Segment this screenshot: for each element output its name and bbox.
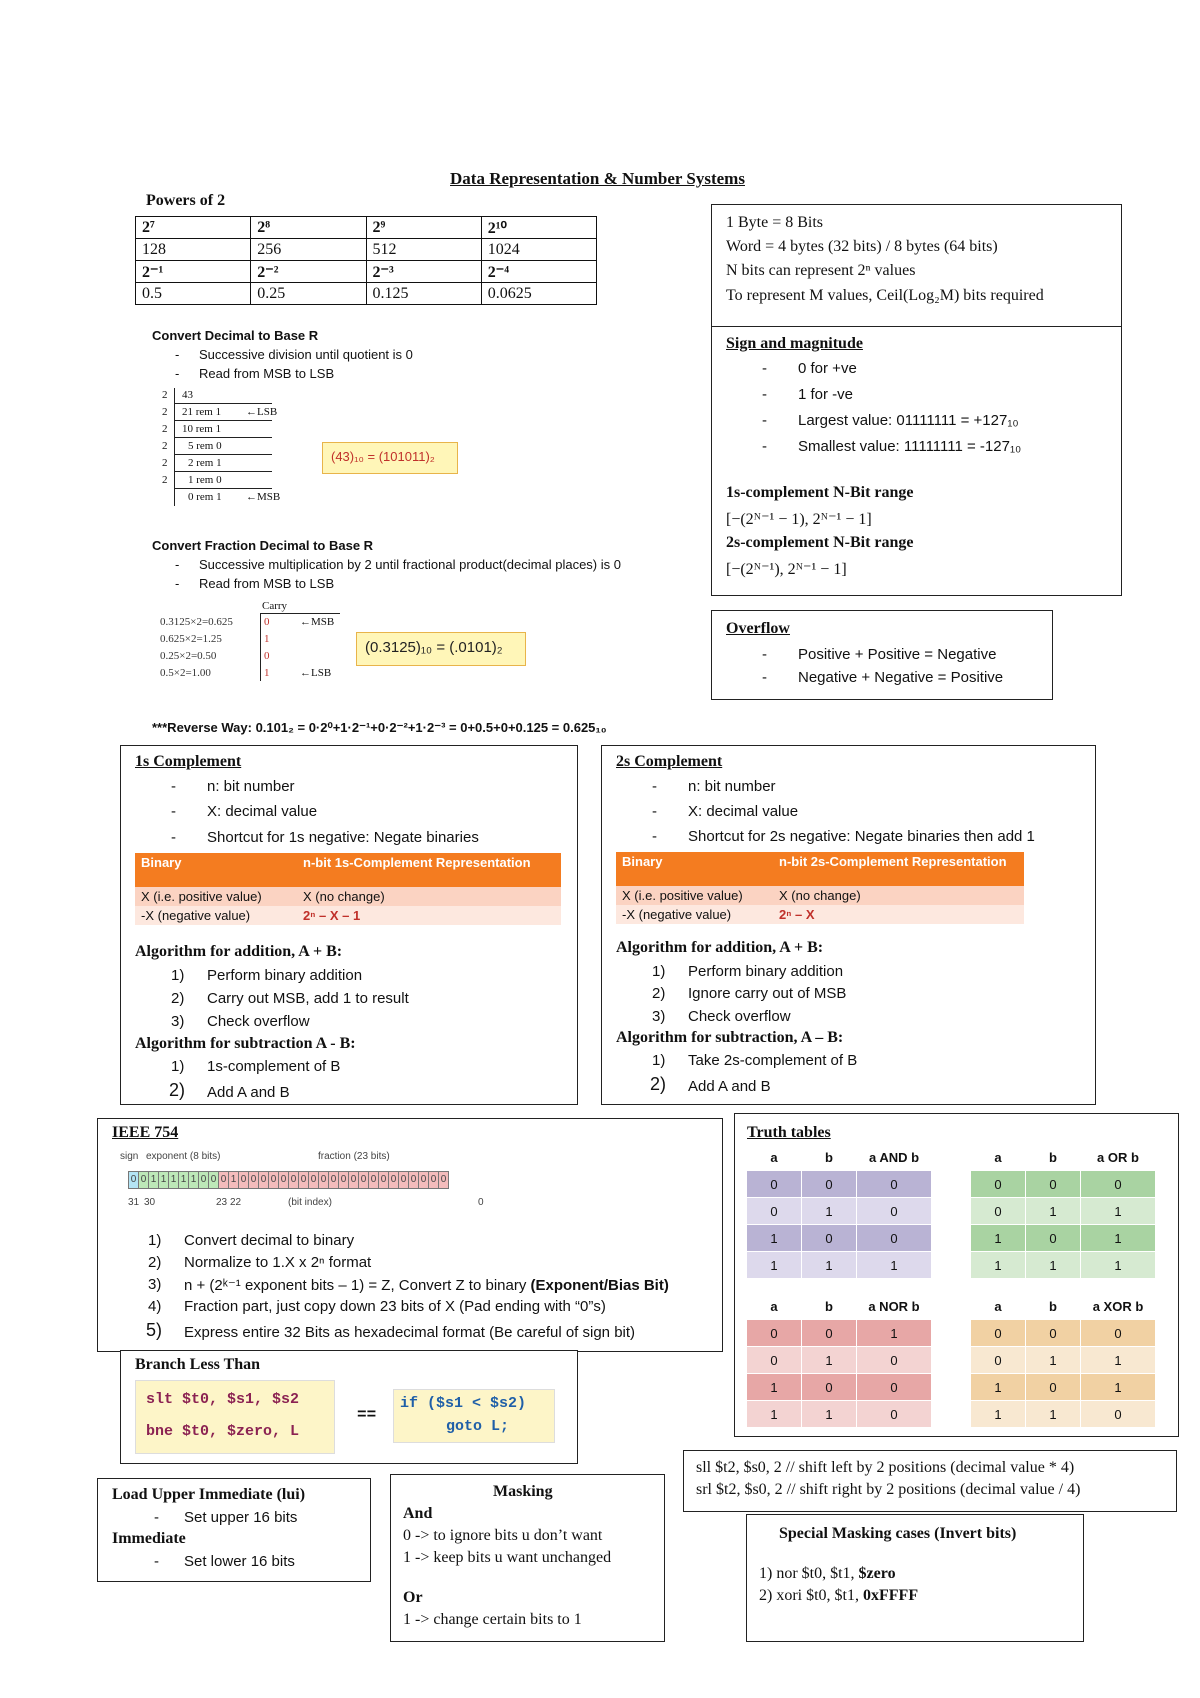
- bit-index: 23: [216, 1197, 228, 1208]
- step-text: n + (2ᵏ⁻¹ exponent bits – 1) = Z, Convert Z to binary: [184, 1277, 527, 1294]
- convert-decimal-item: - Read from MSB to LSB: [175, 366, 335, 381]
- lui-item: - Set upper 16 bits: [154, 1509, 298, 1526]
- td: 0: [971, 1320, 1026, 1347]
- step-num: 3): [652, 1008, 666, 1025]
- th: a OR b: [1081, 1144, 1156, 1171]
- th: a XOR b: [1081, 1293, 1156, 1320]
- fraction-bit: 0: [408, 1171, 419, 1189]
- convert-fraction-item: - Read from MSB to LSB: [175, 576, 335, 591]
- twos-sub-heading: Algorithm for subtraction, A – B:: [616, 1029, 844, 1046]
- exponent-bit: 0: [198, 1171, 209, 1189]
- td: 1: [1026, 1347, 1081, 1374]
- powers-row-4: [136, 283, 597, 305]
- step-num: 4): [148, 1298, 162, 1315]
- shift-line: sll $t2, $s0, 2 // shift left by 2 positions (decimal value * 4): [696, 1459, 1075, 1476]
- cell: 2⁸: [251, 217, 366, 239]
- td: 0: [1026, 1171, 1081, 1198]
- th: a: [747, 1144, 802, 1171]
- td: 1: [857, 1252, 932, 1279]
- cell: 2⁻⁴: [481, 261, 596, 283]
- cell: 2¹⁰: [481, 217, 596, 239]
- item-text: Shortcut for 1s negative: Negate binaries: [207, 829, 479, 846]
- frac-marker: ←MSB: [300, 616, 335, 628]
- item-text: Set lower 16 bits: [184, 1553, 295, 1570]
- page-title: Data Representation & Number Systems: [450, 169, 745, 188]
- special-heading: Special Masking cases (Invert bits): [779, 1525, 1017, 1542]
- item-text: Successive division until quotient is 0: [199, 347, 413, 362]
- step-text: 1s-complement of B: [207, 1058, 341, 1075]
- shift-line: srl $t2, $s0, 2 // shift right by 2 positions (decimal value / 4): [696, 1481, 1081, 1498]
- xor-table: [970, 1292, 1156, 1428]
- step-3-text: [184, 1276, 669, 1294]
- th: a AND b: [857, 1144, 932, 1171]
- fraction-bit: 0: [278, 1171, 289, 1189]
- code-bold: $zero: [858, 1565, 896, 1582]
- cell: 0.5: [136, 283, 251, 305]
- div-quotient: 5 rem 0: [188, 440, 222, 452]
- frac-carry: 0: [264, 616, 270, 628]
- cell: 2⁻³: [366, 261, 481, 283]
- convert-decimal-heading: Convert Decimal to Base R: [152, 328, 319, 343]
- td: 1: [802, 1198, 857, 1225]
- mask-or-line: 1 -> change certain bits to 1: [403, 1611, 582, 1628]
- td: 0: [857, 1171, 932, 1198]
- td: 0: [802, 1320, 857, 1347]
- branch-code-right: [393, 1389, 555, 1443]
- td: 1: [1081, 1225, 1156, 1252]
- td: 1: [1081, 1198, 1156, 1225]
- step-text: Add A and B: [688, 1078, 771, 1095]
- branch-heading: Branch Less Than: [135, 1356, 261, 1373]
- sign-label: sign: [120, 1151, 139, 1162]
- frac-carry: 1: [264, 667, 270, 679]
- fraction-bit: 0: [258, 1171, 269, 1189]
- exponent-bit: 1: [158, 1171, 169, 1189]
- branch-code-left: [135, 1380, 335, 1454]
- td: 0: [802, 1374, 857, 1401]
- step-num: 2): [148, 1254, 162, 1271]
- td: 1: [747, 1401, 802, 1428]
- ones-range: [−(2ᴺ⁻¹ − 1), 2ᴺ⁻¹ − 1]: [726, 511, 872, 528]
- convert-decimal-item: - Successive division until quotient is 0: [175, 347, 413, 362]
- masking-heading: Masking: [493, 1483, 553, 1500]
- div-quotient: 0 rem 1: [188, 491, 222, 503]
- decimal-result: (43)₁₀ = (101011)₂: [322, 442, 458, 474]
- step-text: Check overflow: [688, 1008, 791, 1025]
- sign-item-text: 0 for +ve: [798, 360, 857, 377]
- div-quotient: 43: [182, 389, 193, 401]
- ones-heading: 1s Complement: [135, 753, 242, 770]
- step-num: 1): [652, 1052, 666, 1069]
- ieee-box: [97, 1118, 723, 1352]
- powers-table: [135, 216, 597, 305]
- step-text: Express entire 32 Bits as hexadecimal format (Be careful of sign bit): [184, 1324, 636, 1341]
- item-text: X: decimal value: [688, 803, 799, 820]
- fraction-bit: 0: [238, 1171, 249, 1189]
- div-quotient: 10 rem 1: [182, 423, 222, 435]
- overflow-item-text: Positive + Positive = Negative: [798, 646, 997, 663]
- td: X (i.e. positive value): [141, 889, 262, 904]
- td: 1: [747, 1252, 802, 1279]
- th: b: [1026, 1293, 1081, 1320]
- cell: 2⁻¹: [136, 261, 251, 283]
- fraction-bit: 0: [308, 1171, 319, 1189]
- sign-item-text: Largest value: 01111111 = +127₁₀: [798, 412, 1019, 429]
- td: 1: [1026, 1401, 1081, 1428]
- fraction-bit: 0: [218, 1171, 229, 1189]
- td: 0: [747, 1320, 802, 1347]
- td: 0: [1026, 1320, 1081, 1347]
- mask-and-line: 1 -> keep bits u want unchanged: [403, 1549, 612, 1566]
- cell: 0.25: [251, 283, 366, 305]
- td: 2ⁿ – X: [779, 907, 815, 922]
- ones-range-heading: 1s-complement N-Bit range: [726, 484, 914, 501]
- ones-item: - Shortcut for 1s negative: Negate binaries: [171, 829, 479, 846]
- th: a: [971, 1293, 1026, 1320]
- bit-index: 22: [230, 1197, 242, 1208]
- td: 0: [971, 1347, 1026, 1374]
- cell: 512: [366, 239, 481, 261]
- fraction-bit: 0: [388, 1171, 399, 1189]
- sign-item: - Largest value: 01111111 = +127₁₀: [762, 412, 1019, 429]
- step-num: 2): [171, 990, 185, 1007]
- convert-fraction-item: - Successive multiplication by 2 until fractional product(decimal places) is 0: [175, 557, 621, 572]
- fraction-bit: 0: [398, 1171, 409, 1189]
- sign-bit: 0: [128, 1171, 139, 1189]
- item-text: n: bit number: [207, 778, 295, 795]
- td: 0: [971, 1198, 1026, 1225]
- bit-index: 0: [478, 1197, 484, 1208]
- code-line: bne $t0, $zero, L: [146, 1423, 300, 1440]
- special-line-2: [759, 1587, 918, 1605]
- step-num: 1): [171, 967, 185, 984]
- ones-complement-box: [120, 745, 578, 1105]
- td: 1: [747, 1374, 802, 1401]
- td: 1: [971, 1374, 1026, 1401]
- td: 0: [1081, 1320, 1156, 1347]
- ones-item: - X: decimal value: [171, 803, 318, 820]
- exponent-label: exponent (8 bits): [146, 1151, 221, 1162]
- exponent-bit: 1: [188, 1171, 199, 1189]
- twos-range-heading: 2s-complement N-Bit range: [726, 534, 914, 551]
- exponent-bit: 1: [148, 1171, 159, 1189]
- cell: 2⁹: [366, 217, 481, 239]
- td: 1: [971, 1225, 1026, 1252]
- fraction-result: (0.3125)₁₀ = (.0101)₂: [356, 632, 526, 666]
- step-text: Take 2s-complement of B: [688, 1052, 858, 1069]
- twos-range: [−(2ᴺ⁻¹), 2ᴺ⁻¹ − 1]: [726, 561, 847, 578]
- td: X (no change): [779, 888, 861, 903]
- twos-item: - X: decimal value: [652, 803, 799, 820]
- td: 1: [1081, 1347, 1156, 1374]
- td: 2ⁿ – X – 1: [303, 908, 361, 923]
- td: 1: [857, 1320, 932, 1347]
- td: 0: [857, 1374, 932, 1401]
- step-num: 2): [169, 1080, 186, 1100]
- fraction-bit: 0: [368, 1171, 379, 1189]
- code-bold: 0xFFFF: [863, 1587, 919, 1604]
- td: 1: [802, 1252, 857, 1279]
- fraction-bit: 0: [318, 1171, 329, 1189]
- division-diagram: [160, 388, 300, 508]
- td: 1: [1026, 1252, 1081, 1279]
- bit-index: 30: [144, 1197, 156, 1208]
- item-text: X: decimal value: [207, 803, 318, 820]
- or-table: [970, 1143, 1156, 1279]
- td: 1: [971, 1252, 1026, 1279]
- code-line: goto L;: [446, 1418, 510, 1435]
- cell: 256: [251, 239, 366, 261]
- special-line-1: [759, 1565, 896, 1583]
- item-text: Successive multiplication by 2 until fractional product(decimal places) is 0: [199, 557, 621, 572]
- and-table: [746, 1143, 932, 1279]
- sign-item: - 0 for +ve: [762, 360, 857, 377]
- frac-step: 0.5×2=1.00: [160, 667, 211, 679]
- overflow-item: - Positive + Positive = Negative: [762, 646, 997, 663]
- step-num: 1): [652, 963, 666, 980]
- fraction-bit: 0: [338, 1171, 349, 1189]
- fraction-label: fraction (23 bits): [318, 1151, 390, 1162]
- td: 1: [802, 1347, 857, 1374]
- fraction-bit: 1: [228, 1171, 239, 1189]
- td: 0: [747, 1198, 802, 1225]
- step-num: 1): [171, 1058, 185, 1075]
- td: 0: [1081, 1171, 1156, 1198]
- fraction-bit: 0: [378, 1171, 389, 1189]
- ieee-bit-diagram: [118, 1151, 498, 1213]
- bytes-box: [711, 204, 1122, 328]
- frac-step: 0.3125×2=0.625: [160, 616, 233, 628]
- td: -X (negative value): [141, 908, 251, 923]
- cell: 0.0625: [481, 283, 596, 305]
- bytes-line: N bits can represent 2ⁿ values: [726, 262, 916, 279]
- sign-item: - 1 for -ve: [762, 386, 854, 403]
- td: 1: [1081, 1374, 1156, 1401]
- td: -X (negative value): [622, 907, 732, 922]
- ones-sub-heading: Algorithm for subtraction A - B:: [135, 1035, 356, 1052]
- twos-item: - Shortcut for 2s negative: Negate binaries then add 1: [652, 828, 1035, 845]
- div-divisor: 2: [162, 389, 168, 401]
- fraction-bit: 0: [358, 1171, 369, 1189]
- th: b: [802, 1144, 857, 1171]
- div-quotient: 21 rem 1: [182, 406, 222, 418]
- bits-row: [128, 1171, 449, 1189]
- item-text: Set upper 16 bits: [184, 1509, 298, 1526]
- overflow-item-text: Negative + Negative = Positive: [798, 669, 1004, 686]
- sign-magnitude-box: [711, 326, 1122, 596]
- step-num: 3): [148, 1276, 162, 1293]
- td: X (i.e. positive value): [622, 888, 743, 903]
- frac-step: 0.625×2=1.25: [160, 633, 222, 645]
- th: Binary: [141, 855, 182, 870]
- th: n-bit 1s-Complement Representation: [303, 855, 531, 870]
- exponent-bit: 0: [208, 1171, 219, 1189]
- item-text: Read from MSB to LSB: [199, 366, 335, 381]
- div-marker: ←LSB: [246, 406, 278, 418]
- th: a NOR b: [857, 1293, 932, 1320]
- td: 1: [802, 1401, 857, 1428]
- code-text: 1) nor $t0, $t1,: [759, 1565, 859, 1582]
- td: 0: [1026, 1225, 1081, 1252]
- fraction-diagram: [160, 600, 350, 682]
- item-text: Shortcut for 2s negative: Negate binaries then add 1: [688, 828, 1035, 845]
- sign-item-text: 1 for -ve: [798, 386, 854, 403]
- fraction-bit: 0: [248, 1171, 259, 1189]
- td: 0: [857, 1347, 932, 1374]
- branch-box: [120, 1350, 578, 1464]
- td: 0: [857, 1225, 932, 1252]
- step-text: Carry out MSB, add 1 to result: [207, 990, 409, 1007]
- td: 1: [1026, 1198, 1081, 1225]
- td: 1: [971, 1401, 1026, 1428]
- cell: 2⁻²: [251, 261, 366, 283]
- code-text: 2) xori $t0, $t1,: [759, 1587, 863, 1604]
- td: X (no change): [303, 889, 385, 904]
- powers-heading: Powers of 2: [146, 192, 226, 209]
- th: Binary: [622, 854, 663, 869]
- cell: 1024: [481, 239, 596, 261]
- step-text: Perform binary addition: [207, 967, 363, 984]
- lui-box: [97, 1478, 371, 1582]
- td: 0: [857, 1198, 932, 1225]
- step-text: Ignore carry out of MSB: [688, 985, 847, 1002]
- td: 0: [857, 1401, 932, 1428]
- cell: 128: [136, 239, 251, 261]
- code-line: if ($s1 < $s2): [400, 1395, 527, 1412]
- th: b: [802, 1293, 857, 1320]
- convert-fraction-heading: Convert Fraction Decimal to Base R: [152, 538, 374, 553]
- mask-and-line: 0 -> to ignore bits u don’t want: [403, 1527, 603, 1544]
- overflow-heading: Overflow: [726, 620, 790, 637]
- step-text: Add A and B: [207, 1084, 290, 1101]
- step-bold: (Exponent/Bias Bit): [530, 1277, 669, 1294]
- fraction-bit: 0: [438, 1171, 449, 1189]
- td: 1: [747, 1225, 802, 1252]
- lui-heading: Load Upper Immediate (lui): [112, 1486, 306, 1503]
- step-text: Check overflow: [207, 1013, 310, 1030]
- div-divisor: 2: [162, 423, 168, 435]
- step-num: 5): [146, 1320, 163, 1340]
- mask-or-label: Or: [403, 1589, 423, 1606]
- shift-box: [683, 1450, 1177, 1512]
- frac-marker: ←LSB: [300, 667, 332, 679]
- ones-table: [135, 853, 561, 925]
- td: 0: [1026, 1374, 1081, 1401]
- carry-label: Carry: [262, 600, 288, 612]
- div-quotient: 1 rem 0: [188, 474, 222, 486]
- step-text: Perform binary addition: [688, 963, 844, 980]
- fraction-bit: 0: [328, 1171, 339, 1189]
- fraction-bit: 0: [348, 1171, 359, 1189]
- bytes-line: Word = 4 bytes (32 bits) / 8 bytes (64 bits): [726, 238, 998, 255]
- bit-index-label: (bit index): [288, 1197, 332, 1208]
- sign-item-text: Smallest value: 11111111 = -127₁₀: [798, 438, 1022, 455]
- bit-index: 31: [128, 1197, 140, 1208]
- powers-row-2: [136, 239, 597, 261]
- ieee-heading: IEEE 754: [112, 1124, 179, 1141]
- td: 0: [971, 1171, 1026, 1198]
- twos-heading: 2s Complement: [616, 753, 723, 770]
- fraction-bit: 0: [268, 1171, 279, 1189]
- th: b: [1026, 1144, 1081, 1171]
- sign-item: - Smallest value: 11111111 = -127₁₀: [762, 438, 1022, 455]
- step-num: 2): [650, 1074, 667, 1094]
- immediate-item: - Set lower 16 bits: [154, 1553, 295, 1570]
- frac-step: 0.25×2=0.50: [160, 650, 217, 662]
- immediate-heading: Immediate: [112, 1530, 186, 1547]
- td: 0: [747, 1347, 802, 1374]
- frac-carry: 1: [264, 633, 270, 645]
- nor-table: [746, 1292, 932, 1428]
- branch-equals: ==: [357, 1406, 377, 1424]
- td: 0: [1081, 1401, 1156, 1428]
- overflow-item: - Negative + Negative = Positive: [762, 669, 1004, 686]
- code-line: slt $t0, $s1, $s2: [146, 1391, 300, 1408]
- td: 0: [802, 1171, 857, 1198]
- th: n-bit 2s-Complement Representation: [779, 854, 1007, 869]
- exponent-bit: 0: [138, 1171, 149, 1189]
- twos-table: [616, 852, 1024, 924]
- powers-row-1: [136, 217, 597, 239]
- truth-heading: Truth tables: [747, 1124, 831, 1141]
- frac-carry: 0: [264, 650, 270, 662]
- td: 1: [1081, 1252, 1156, 1279]
- reverse-way: ***Reverse Way: 0.101₂ = 0·2⁰+1·2⁻¹+0·2⁻²+1·2⁻³ = 0+0.5+0+0.125 = 0.625₁₀: [152, 720, 607, 735]
- exponent-bit: 1: [178, 1171, 189, 1189]
- div-divisor: 2: [162, 440, 168, 452]
- fraction-bit: 0: [298, 1171, 309, 1189]
- div-marker: ←MSB: [246, 491, 281, 503]
- step-num: 3): [171, 1013, 185, 1030]
- sign-magnitude-heading: Sign and magnitude: [726, 335, 863, 352]
- twos-complement-box: [601, 745, 1096, 1105]
- bytes-line: To represent M values, Ceil(Log₂M) bits required: [726, 287, 1044, 304]
- div-quotient: 2 rem 1: [188, 457, 222, 469]
- overflow-box: [711, 610, 1053, 700]
- special-masking-box: [746, 1514, 1084, 1642]
- item-text: n: bit number: [688, 778, 776, 795]
- powers-row-3: [136, 261, 597, 283]
- td: 0: [802, 1225, 857, 1252]
- item-text: Read from MSB to LSB: [199, 576, 335, 591]
- fraction-bit: 0: [418, 1171, 429, 1189]
- th: a: [971, 1144, 1026, 1171]
- step-num: 2): [652, 985, 666, 1002]
- twos-item: - n: bit number: [652, 778, 776, 795]
- div-divisor: 2: [162, 457, 168, 469]
- step-text: Normalize to 1.X x 2ⁿ format: [184, 1254, 372, 1271]
- masking-box: [390, 1474, 665, 1642]
- td: 0: [747, 1171, 802, 1198]
- mask-and-label: And: [403, 1505, 433, 1522]
- cell: 0.125: [366, 283, 481, 305]
- twos-add-heading: Algorithm for addition, A + B:: [616, 939, 824, 956]
- div-divisor: 2: [162, 474, 168, 486]
- ones-item: - n: bit number: [171, 778, 295, 795]
- th: a: [747, 1293, 802, 1320]
- step-num: 1): [148, 1232, 162, 1249]
- div-divisor: 2: [162, 406, 168, 418]
- ones-add-heading: Algorithm for addition, A + B:: [135, 943, 343, 960]
- fraction-bit: 0: [428, 1171, 439, 1189]
- fraction-bit: 0: [288, 1171, 299, 1189]
- step-text: Convert decimal to binary: [184, 1232, 355, 1249]
- cell: 2⁷: [136, 217, 251, 239]
- bytes-line: 1 Byte = 8 Bits: [726, 214, 824, 231]
- exponent-bit: 1: [168, 1171, 179, 1189]
- step-text: Fraction part, just copy down 23 bits of X (Pad ending with “0”s): [184, 1298, 606, 1315]
